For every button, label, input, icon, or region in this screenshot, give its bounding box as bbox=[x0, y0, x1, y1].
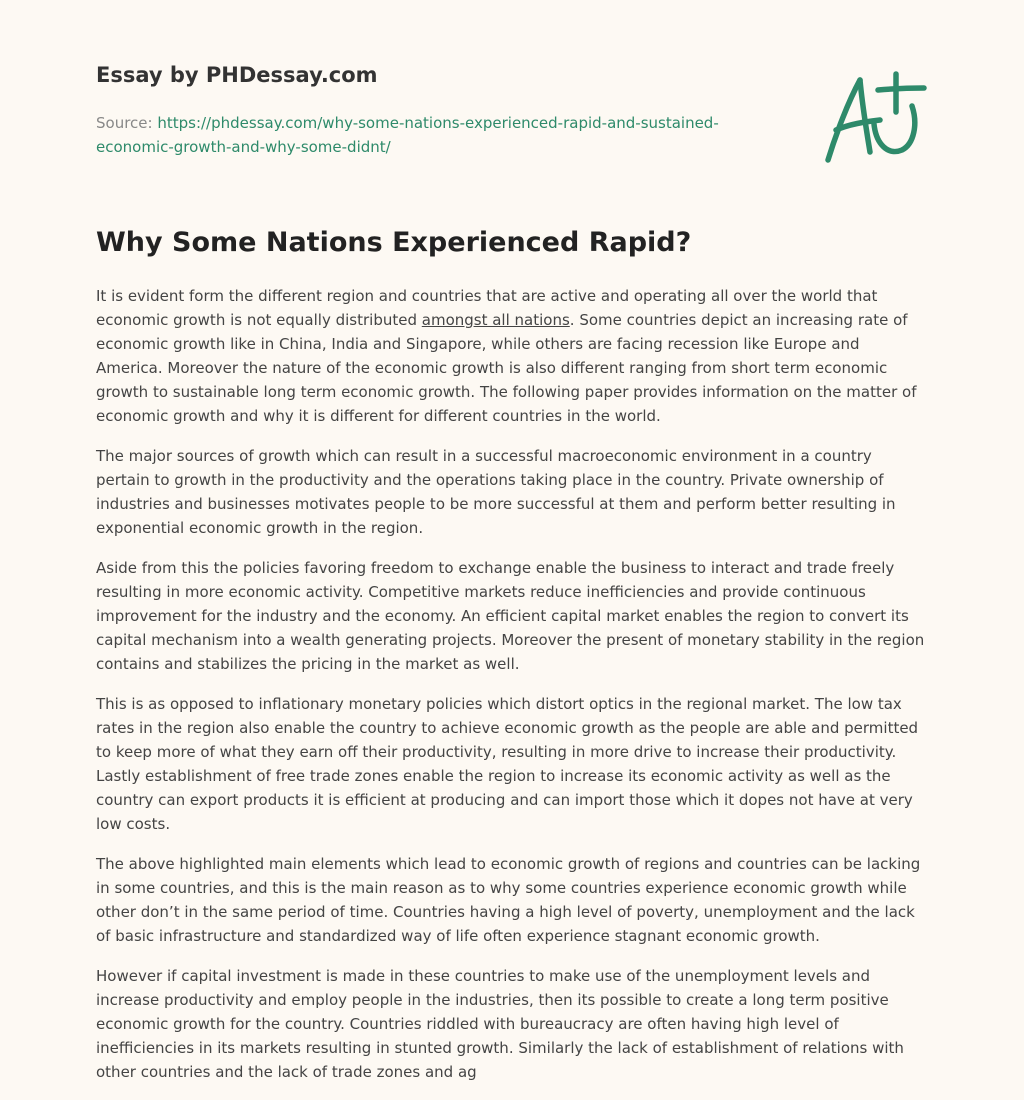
source-label: Source: bbox=[96, 114, 158, 132]
a-plus-logo-icon bbox=[822, 68, 930, 166]
essay-paragraph-6: However if capital investment is made in these countries to make use of the unemployment levels and increase productivity and employ people in the industries, then its possible to create a long term positive economic growth for the country. Countries riddled with bureaucracy are often having high level of inefficiencies in its markets resulting in stunted growth. Similarly the lack of establishment of relations with other countries and the lack of trade zones and ag bbox=[96, 967, 904, 1081]
essay-paragraph-2: The major sources of growth which can result in a successful macroeconomic environment in a country pertain to growth in the productivity and the operations taking place in the country. Private ownership of industries and businesses motivates people to be more successful at them and perform better resulting in exponential economic growth in the region. bbox=[96, 447, 896, 537]
essay-paragraph-5: The above highlighted main elements which lead to economic growth of regions and countries can be lacking in some countries, and this is the main reason as to why some countries experience economic growth while other don’t in the same period of time. Countries having a high level of poverty, unemployment and the lack of basic infrastructure and standardized way of life often experience stagnant economic growth. bbox=[96, 855, 921, 945]
source-link[interactable]: https://phdessay.com/why-some-nations-experienced-rapid-and-sustained-economic-growth-and-why-some-didnt/ bbox=[96, 114, 719, 156]
essay-title: Why Some Nations Experienced Rapid? bbox=[96, 227, 692, 258]
essay-body bbox=[96, 284, 930, 1100]
essay-paragraph-3: Aside from this the policies favoring freedom to exchange enable the business to interact and trade freely resulting in more economic activity. Competitive markets reduce inefficiencies and provide continuous improvement for the industry and the economy. An efficient capital market enables the region to convert its capital mechanism into a wealth generating projects. Moreover the present of monetary stability in the region contains and stabilizes the pricing in the market as well. bbox=[96, 559, 925, 673]
site-title: Essay by PHDessay.com bbox=[96, 63, 378, 87]
essay-paragraph-1: It is evident form the different region and countries that are active and operating all over the world that economic growth is not equally distributed amongst all nations. Some countries depict an increasing rate of economic growth like in China, India and Singapore, while others are facing recession like Europe and America. Moreover the nature of the economic growth is also different ranging from short term economic growth to sustainable long term economic growth. The following paper provides information on the matter of economic growth and why it is different for different countries in the world. bbox=[96, 287, 917, 425]
inline-link[interactable]: amongst all nations bbox=[421, 311, 570, 329]
source-line bbox=[96, 111, 736, 159]
essay-paragraph-4: This is as opposed to inflationary monetary policies which distort optics in the regional market. The low tax rates in the region also enable the country to achieve economic growth as the people are able and permitted to keep more of what they earn off their productivity, resulting in more drive to increase their productivity. Lastly establishment of free trade zones enable the region to increase its economic activity as well as the country can export products it is efficient at producing and can import those which it dopes not have at very low costs. bbox=[96, 695, 919, 833]
